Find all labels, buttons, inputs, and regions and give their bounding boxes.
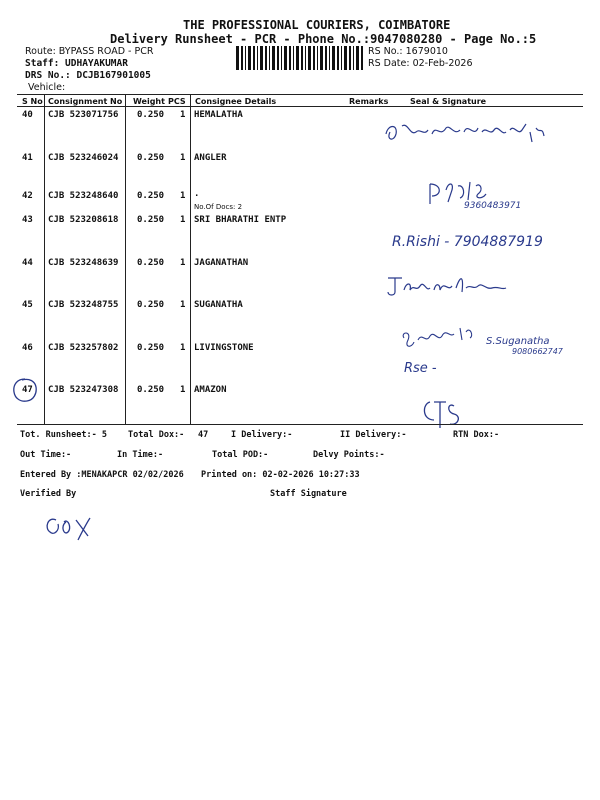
row-weight: 0.250: [137, 153, 165, 163]
barcode-bar: [248, 46, 251, 70]
barcode-bar: [305, 46, 306, 70]
barcode-bar: [320, 46, 323, 70]
row-consignment: CJB 523257802: [48, 343, 119, 353]
barcode-bar: [344, 46, 347, 70]
barcode-bar: [245, 46, 246, 70]
row-pcs: 1: [180, 385, 186, 395]
total-pod: Total POD:-: [212, 450, 269, 460]
row-sno: 43: [22, 215, 33, 225]
barcode-bar: [260, 46, 263, 70]
row-sno: 47: [22, 385, 33, 395]
col-consignment: Consignment No: [48, 97, 123, 106]
svg-text:Rse -: Rse -: [404, 361, 437, 376]
row-weight: 0.250: [137, 343, 165, 353]
in-time: In Time:-: [117, 450, 164, 460]
signature-row43: [388, 224, 568, 258]
row-consignment: CJB 523071756: [48, 110, 119, 120]
row-consignment: CJB 523246024: [48, 153, 119, 163]
barcode-bar: [317, 46, 318, 70]
row-sno: 42: [22, 191, 33, 201]
row-pcs: 1: [180, 258, 186, 268]
barcode-bar: [253, 46, 255, 70]
row-consignment: CJB 523248639: [48, 258, 119, 268]
signature-row44: [382, 268, 522, 302]
row-consignee: AMAZON: [194, 385, 227, 395]
col-divider: [44, 94, 45, 424]
barcode-bar: [293, 46, 294, 70]
barcode-bar: [313, 46, 315, 70]
row-sno: 40: [22, 110, 33, 120]
total-dox-value: 47: [198, 430, 209, 440]
barcode-bar: [284, 46, 287, 70]
barcode-bar: [265, 46, 267, 70]
barcode-bar: [296, 46, 299, 70]
col-pcs: PCS: [168, 97, 186, 106]
signature-row42: [420, 176, 570, 216]
printed-on: Printed on: 02-02-2026 10:27:33: [201, 470, 360, 480]
signature-row40: [380, 114, 560, 148]
row-weight: 0.250: [137, 191, 165, 201]
barcode-bar: [337, 46, 339, 70]
barcode-bar: [257, 46, 258, 70]
barcode-bar: [361, 46, 363, 70]
barcode-bar: [325, 46, 327, 70]
barcode-bar: [349, 46, 351, 70]
signature-row46: [390, 318, 590, 382]
barcode-bar: [241, 46, 243, 70]
row-consignee: JAGANATHAN: [194, 258, 249, 268]
rtn-dox: RTN Dox:-: [453, 430, 500, 440]
row-consignee: ANGLER: [194, 153, 227, 163]
col-weight: Weight: [133, 97, 165, 106]
document-title: THE PROFESSIONAL COURIERS, COIMBATORE: [183, 18, 451, 32]
table-top-rule: [17, 94, 583, 95]
row-consignee: .: [194, 189, 200, 199]
out-time: Out Time:-: [20, 450, 72, 460]
staff-label: Staff: UDHAYAKUMAR: [25, 58, 128, 69]
col-sno: S No: [22, 97, 43, 106]
col-remarks: Remarks: [349, 97, 389, 106]
row-sno: 46: [22, 343, 33, 353]
barcode-bar: [341, 46, 342, 70]
rs-number: RS No.: 1679010: [368, 46, 448, 57]
barcode-bar: [356, 46, 359, 70]
barcode-bar: [308, 46, 311, 70]
row-sno: 44: [22, 258, 33, 268]
row-pcs: 1: [180, 343, 186, 353]
barcode-bar: [289, 46, 291, 70]
row-consignee: SUGANATHA: [194, 300, 243, 310]
barcode-bar: [281, 46, 282, 70]
row-pcs: 1: [180, 215, 186, 225]
delvy-points: Delvy Points:-: [313, 450, 385, 460]
row-pcs: 1: [180, 191, 186, 201]
document-subtitle: Delivery Runsheet - PCR - Phone No.:9047080280 - Page No.:5: [110, 32, 537, 46]
row-consignment: CJB 523208618: [48, 215, 119, 225]
row-pcs: 1: [180, 300, 186, 310]
row-pcs: 1: [180, 153, 186, 163]
row-weight: 0.250: [137, 300, 165, 310]
barcode-bar: [329, 46, 330, 70]
row-pcs: 1: [180, 110, 186, 120]
row-weight: 0.250: [137, 110, 165, 120]
row-doc-count: No.Of Docs: 2: [194, 203, 243, 211]
svg-text:S.Suganatha: S.Suganatha: [486, 336, 550, 347]
handwritten-circle-mark: [10, 376, 40, 404]
drs-number: DRS No.: DCJB167901005: [25, 70, 151, 81]
svg-text:R.Rishi - 7904887919: R.Rishi - 7904887919: [392, 234, 543, 250]
col-divider: [125, 94, 126, 424]
barcode-bar: [277, 46, 279, 70]
row-consignment: CJB 523248755: [48, 300, 119, 310]
barcode-bar: [269, 46, 270, 70]
total-dox-label: Total Dox:-: [128, 430, 185, 440]
barcode-bar: [353, 46, 354, 70]
svg-text:9080662747: 9080662747: [512, 347, 563, 356]
barcode-bar: [272, 46, 275, 70]
row-consignee: SRI BHARATHI ENTP: [194, 215, 287, 225]
route-label: Route: BYPASS ROAD - PCR: [25, 46, 154, 57]
barcode-bar: [332, 46, 335, 70]
row-weight: 0.250: [137, 215, 165, 225]
row-consignment: CJB 523247308: [48, 385, 119, 395]
vehicle-label: Vehicle:: [28, 82, 66, 93]
verifier-signature: [40, 506, 110, 546]
staff-signature: Staff Signature: [270, 489, 347, 499]
col-seal-signature: Seal & Signature: [410, 97, 487, 106]
row-consignee: HEMALATHA: [194, 110, 243, 120]
svg-text:9360483971: 9360483971: [464, 201, 522, 211]
table-bottom-rule: [17, 424, 583, 425]
entered-by: Entered By :MENAKAPCR 02/02/2026: [20, 470, 184, 480]
col-divider: [190, 94, 191, 424]
verified-by: Verified By: [20, 489, 77, 499]
row-weight: 0.250: [137, 385, 165, 395]
row-consignment: CJB 523248640: [48, 191, 119, 201]
table-header-rule: [17, 106, 583, 107]
i-delivery: I Delivery:-: [231, 430, 293, 440]
ii-delivery: II Delivery:-: [340, 430, 407, 440]
rs-date: RS Date: 02-Feb-2026: [368, 58, 473, 69]
col-consignee: Consignee Details: [195, 97, 277, 106]
tot-runsheet: Tot. Runsheet:- 5: [20, 430, 107, 440]
barcode-bar: [301, 46, 303, 70]
row-sno: 45: [22, 300, 33, 310]
row-sno: 41: [22, 153, 33, 163]
barcode: [236, 46, 364, 70]
barcode-bar: [236, 46, 239, 70]
row-weight: 0.250: [137, 258, 165, 268]
row-consignee: LIVINGSTONE: [194, 343, 254, 353]
